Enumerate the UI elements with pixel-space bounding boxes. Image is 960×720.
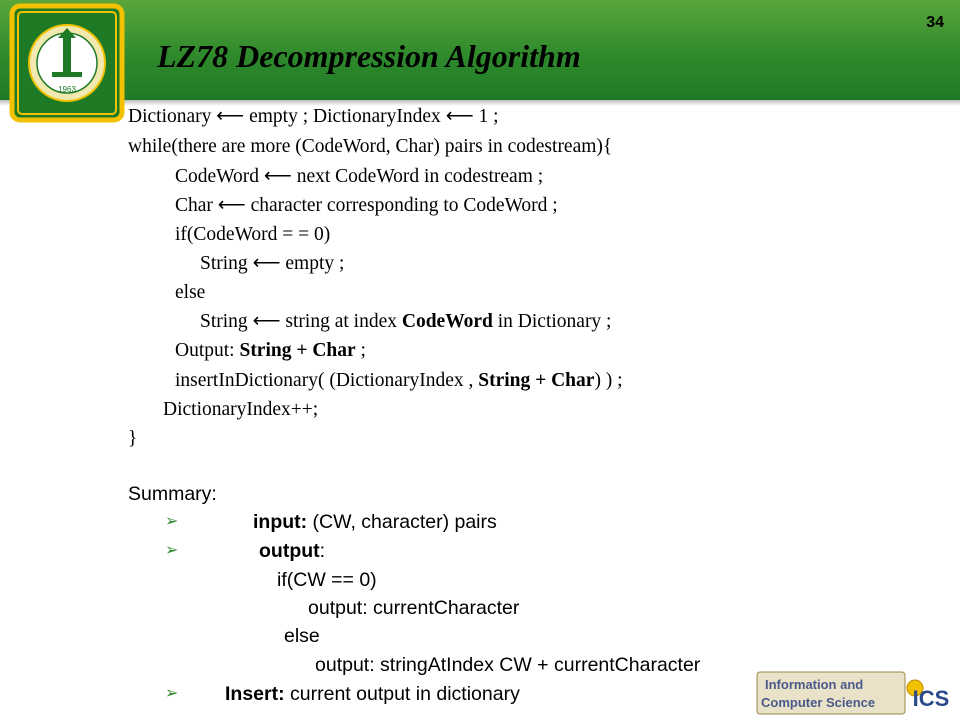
assign-arrow: ⟵ [445, 106, 474, 127]
code-text: insertInDictionary( (DictionaryIndex , [175, 370, 479, 391]
code-line-4 [175, 192, 558, 220]
code-text: ; [355, 340, 366, 361]
arrow-bullet-icon: ➢ [165, 685, 179, 702]
bullet-label: output [259, 540, 320, 562]
code-line-7: else [175, 282, 206, 303]
bullet-body: (CW, character) pairs [307, 511, 497, 533]
code-text: Output: [175, 340, 240, 361]
assign-arrow: ⟵ [263, 166, 292, 187]
slide-title: LZ78 Decompression Algorithm [157, 38, 581, 74]
brand-logo-line-1: Information and [765, 677, 864, 692]
arrow-bullet-icon: ➢ [165, 513, 179, 530]
code-line-8 [200, 308, 611, 336]
code-text: empty ; [280, 253, 345, 274]
code-text: 1 ; [473, 106, 499, 127]
assign-arrow: ⟵ [217, 195, 246, 216]
code-line-5: if(CodeWord = = 0) [175, 224, 331, 245]
slide-number: 34 [926, 14, 944, 31]
code-text: String [200, 311, 253, 332]
code-line-6 [200, 250, 344, 278]
code-text: in Dictionary ; [492, 311, 612, 332]
code-text: character corresponding to CodeWord ; [245, 195, 558, 216]
code-text: String [200, 253, 253, 274]
code-line-10 [175, 367, 623, 395]
summary-if-line: if(CW == 0) [277, 569, 377, 591]
summary-heading: Summary: [128, 483, 217, 505]
university-seal-logo [8, 2, 126, 124]
code-bold: CodeWord [401, 311, 493, 332]
code-bold: String + Char [239, 340, 356, 361]
code-line-11: DictionaryIndex++; [163, 399, 319, 420]
bullet-body: : [319, 540, 326, 562]
assign-arrow: ⟵ [216, 106, 245, 127]
bullet-text [259, 537, 325, 565]
bullet-label: input: [253, 511, 308, 533]
code-line-12: } [128, 428, 138, 449]
brand-logo-line-2: Computer Science [761, 695, 876, 710]
code-line-3 [175, 163, 543, 191]
code-text: next CodeWord in codestream ; [291, 166, 544, 187]
arrow-bullet-icon: ➢ [165, 542, 179, 559]
code-text: string at index [280, 311, 402, 332]
summary-output-1: output: currentCharacter [308, 597, 520, 619]
bullet-body: current output in dictionary [284, 683, 520, 705]
code-text: empty ; DictionaryIndex [244, 106, 446, 127]
bullet-text [225, 680, 520, 708]
bullet-text [253, 508, 497, 536]
code-text: Char [175, 195, 218, 216]
summary-else-line: else [284, 625, 320, 647]
ics-brand-logo [755, 668, 955, 718]
code-text: ) ) ; [594, 370, 623, 391]
code-line-1 [128, 103, 499, 131]
assign-arrow: ⟵ [252, 253, 281, 274]
code-line-9 [175, 337, 366, 365]
summary-output-2: output: stringAtIndex CW + currentCharacter [315, 654, 701, 676]
bullet-label: Insert: [225, 683, 285, 705]
assign-arrow: ⟵ [252, 311, 281, 332]
brand-logo-badge: ICS [912, 686, 950, 711]
code-line-2: while(there are more (CodeWord, Char) pairs in codestream){ [128, 136, 613, 157]
code-bold: String + Char [478, 370, 595, 391]
code-text: Dictionary [128, 106, 217, 127]
seal-year: 1963 [58, 85, 76, 94]
code-text: CodeWord [175, 166, 264, 187]
